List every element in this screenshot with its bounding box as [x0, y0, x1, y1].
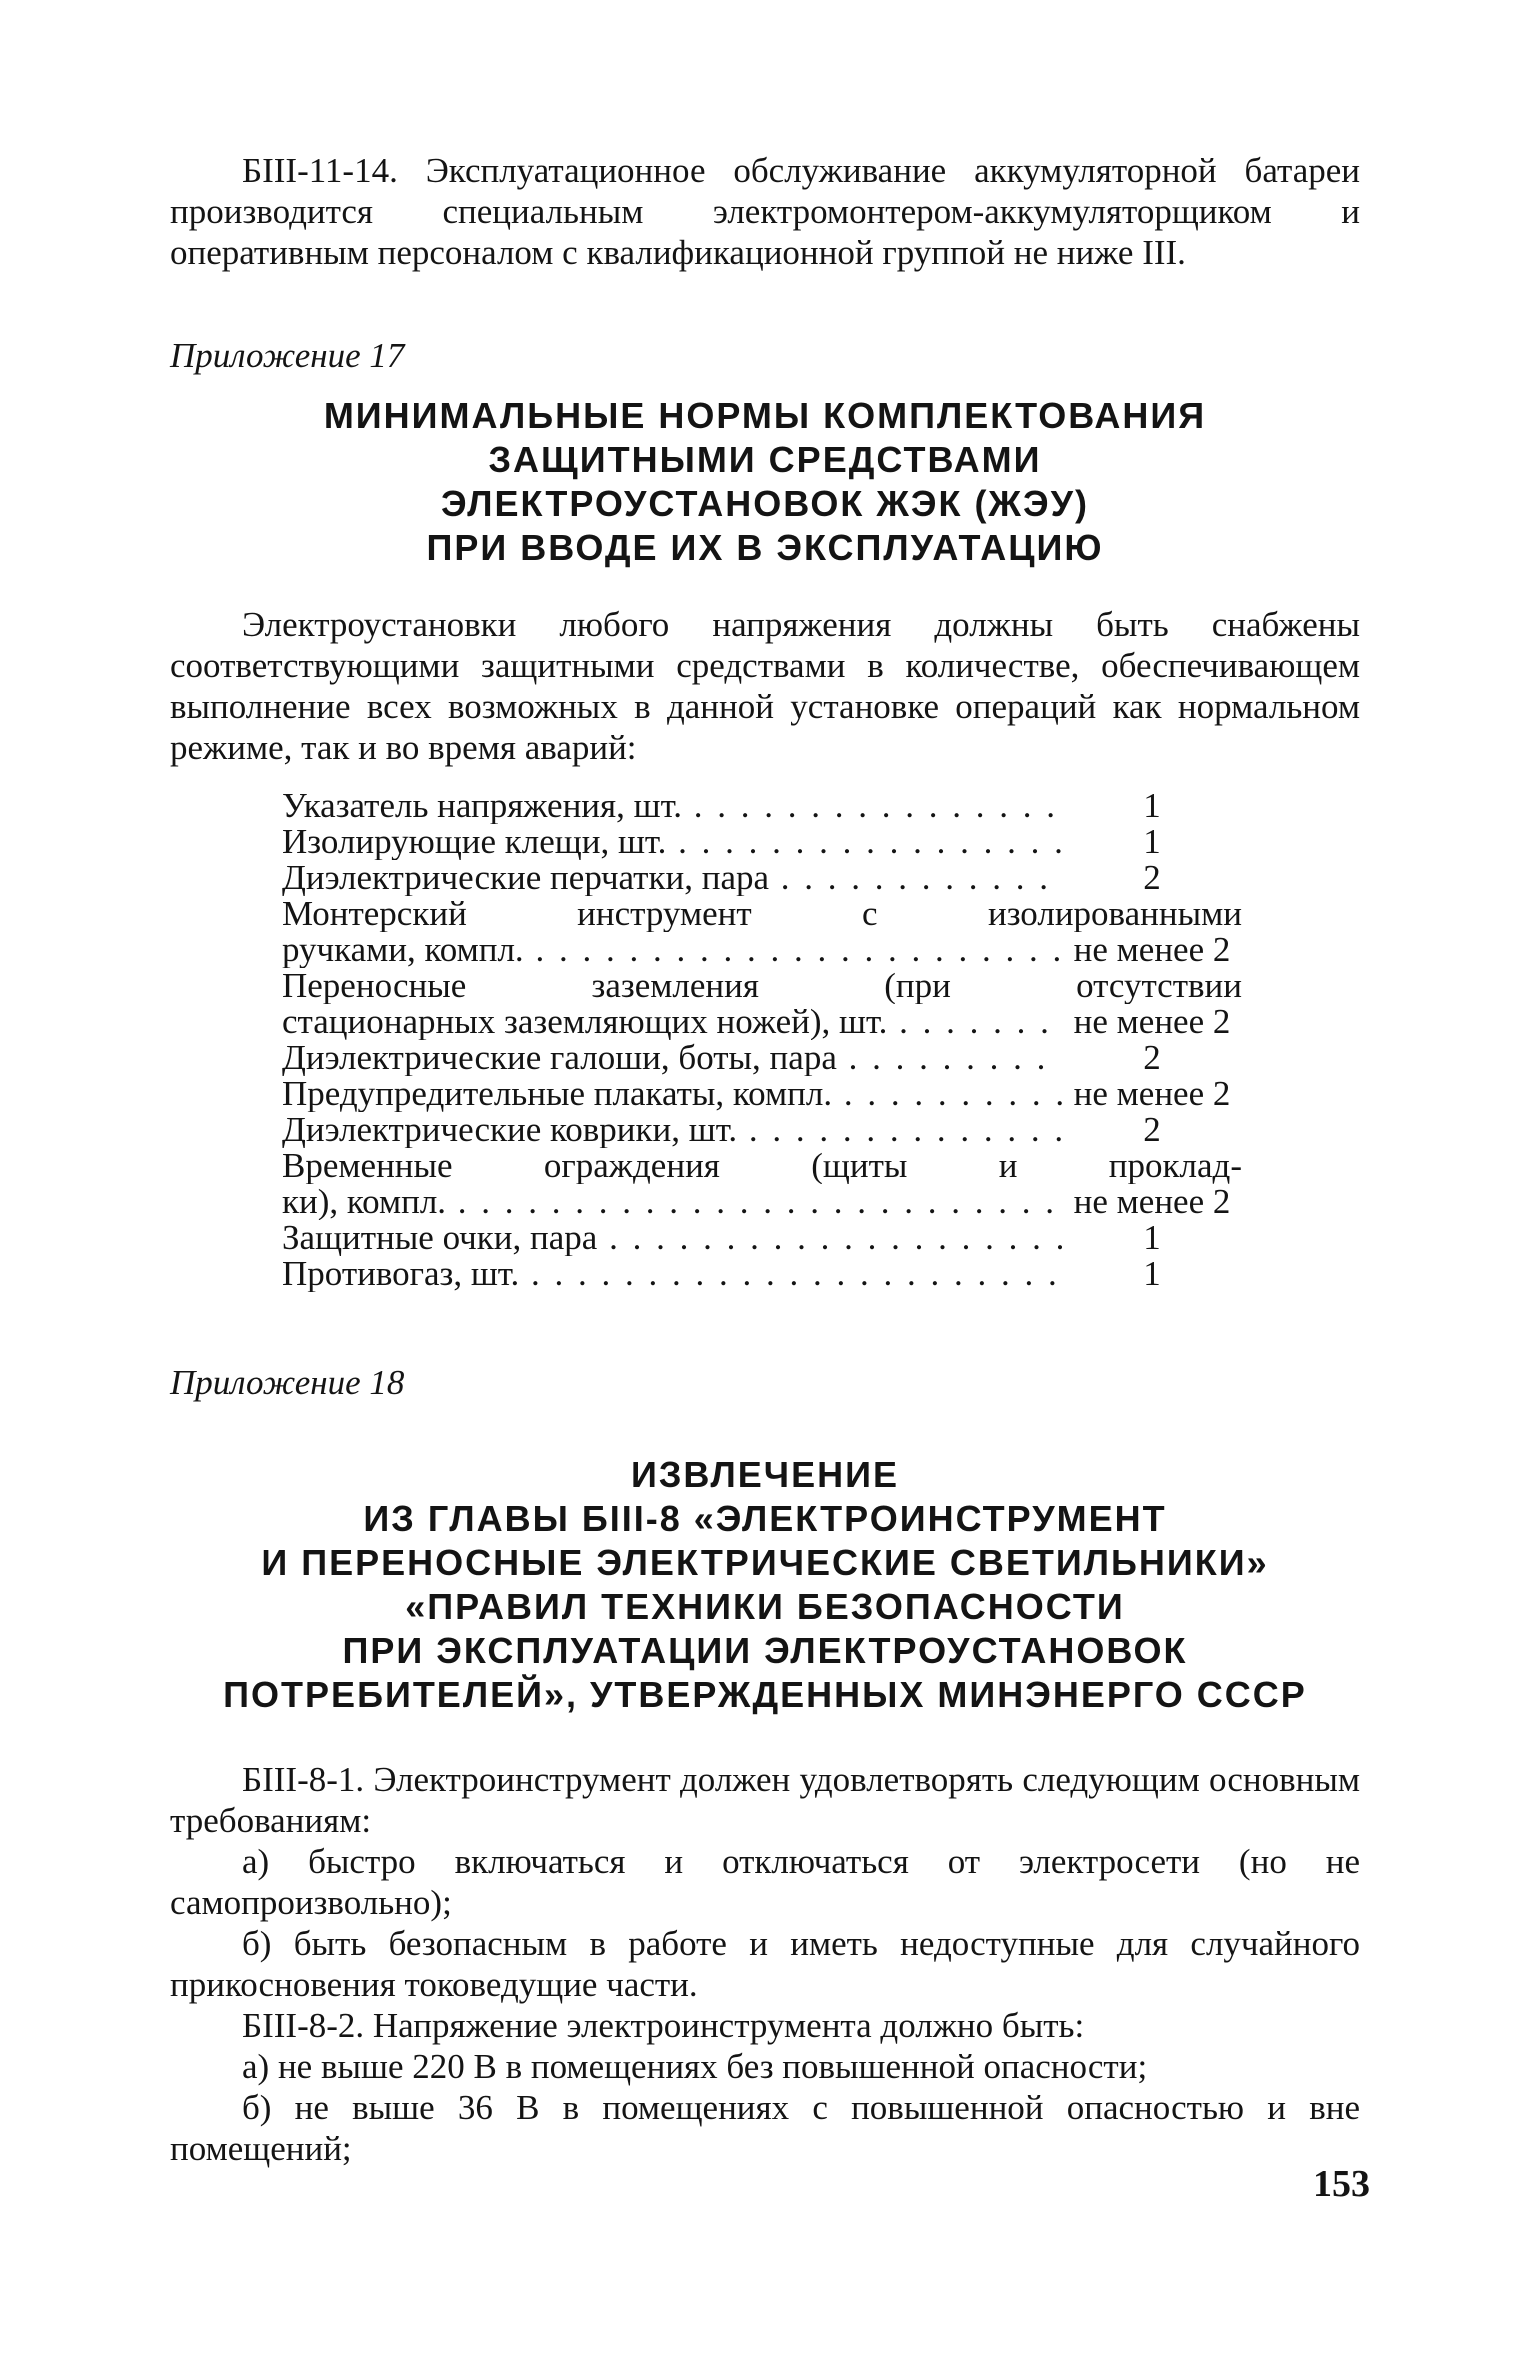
- list-item: [282, 788, 1242, 824]
- item-name: Изолирующие клещи, шт. . . .: [282, 824, 1062, 860]
- item-value: 1: [1143, 822, 1161, 861]
- appendix-17-title-line: ЗАЩИТНЫМИ СРЕДСТВАМИ: [488, 439, 1042, 480]
- list-item: [282, 824, 1242, 860]
- appendix-18-paragraph: а) не выше 220 В в помещениях без повышенной опасности;: [242, 2047, 1148, 2086]
- item-name-line1: Монтерский инструмент с изолированными: [282, 896, 1242, 932]
- item-name: Диэлектрические галоши, боты, пара . . .: [282, 1040, 1062, 1076]
- item-name: Указатель напряжения, шт. . . .: [282, 788, 1062, 824]
- item-name: Предупредительные плакаты, компл. . . .: [282, 1076, 1062, 1112]
- appendix-18-title: [170, 1453, 1360, 1717]
- list-item: [282, 932, 1242, 968]
- appendix-18-title-line: ПОТРЕБИТЕЛЕЙ», УТВЕРЖДЕННЫХ МИНЭНЕРГО СССР: [223, 1674, 1307, 1715]
- item-name: ручками, компл. . . .: [282, 932, 1062, 968]
- item-value: 1: [1143, 786, 1161, 825]
- appendix-18-paragraph: БIII-8-2. Напряжение электроинструмента должно быть:: [242, 2006, 1085, 2045]
- item-name: Диэлектрические перчатки, пара . . .: [282, 860, 1062, 896]
- list-item: [282, 860, 1242, 896]
- page-number: 153: [1313, 2163, 1370, 2205]
- appendix-17-title-line: ПРИ ВВОДЕ ИХ В ЭКСПЛУАТАЦИЮ: [426, 527, 1104, 568]
- item-name: ки), компл. . . .: [282, 1184, 1062, 1220]
- item-value: не менее 2: [1073, 1002, 1231, 1041]
- list-item: [282, 1040, 1242, 1076]
- protective-equipment-list: [282, 788, 1242, 1292]
- item-name: Защитные очки, пара . . .: [282, 1220, 1062, 1256]
- appendix-18-title-line: ИЗ ГЛАВЫ БIII-8 «ЭЛЕКТРОИНСТРУМЕНТ: [363, 1498, 1167, 1539]
- item-value: 2: [1143, 858, 1161, 897]
- appendix-18-title-line: «ПРАВИЛ ТЕХНИКИ БЕЗОПАСНОСТИ: [405, 1586, 1125, 1627]
- top-paragraph: БIII-11-14. Эксплуатационное обслуживание аккумуляторной батареи производится специальным электромонтером-аккумуляторщиком и оперативным персоналом с квалификационной группой не ниже III.: [170, 151, 1360, 272]
- appendix-17-label: Приложение 17: [170, 336, 405, 375]
- item-value: не менее 2: [1073, 930, 1231, 969]
- item-name: стационарных заземляющих ножей), шт. . . .: [282, 1004, 1062, 1040]
- list-item: [282, 1004, 1242, 1040]
- appendix-17-title: [170, 394, 1360, 570]
- appendix-17-title-line: МИНИМАЛЬНЫЕ НОРМЫ КОМПЛЕКТОВАНИЯ: [323, 395, 1207, 436]
- item-name: Диэлектрические коврики, шт. . . .: [282, 1112, 1062, 1148]
- list-item: [282, 1184, 1242, 1220]
- list-item: [282, 1220, 1242, 1256]
- list-item-line1: [282, 968, 1242, 1004]
- list-item-line1: [282, 896, 1242, 932]
- appendix-18-title-line: ИЗВЛЕЧЕНИЕ: [631, 1454, 899, 1495]
- item-name-line1: Временные ограждения (щиты и проклад-: [282, 1148, 1242, 1184]
- appendix-18-label: Приложение 18: [170, 1363, 405, 1402]
- item-value: 2: [1143, 1110, 1161, 1149]
- item-name: Противогаз, шт. . . .: [282, 1256, 1062, 1292]
- item-name-line1: Переносные заземления (при отсутствии: [282, 968, 1242, 1004]
- appendix-18-paragraph: б) быть безопасным в работе и иметь недоступные для случайного прикосновения токоведущие части.: [170, 1924, 1360, 2004]
- list-item: [282, 1112, 1242, 1148]
- list-item-line1: [282, 1148, 1242, 1184]
- page-content: [170, 150, 1360, 2169]
- appendix-18-paragraph: а) быстро включаться и отключаться от электросети (но не самопроизвольно);: [170, 1842, 1360, 1922]
- item-value: 2: [1143, 1038, 1161, 1077]
- item-value: не менее 2: [1073, 1182, 1231, 1221]
- appendix-18-paragraph: б) не выше 36 В в помещениях с повышенной опасностью и вне помещений;: [170, 2088, 1360, 2168]
- item-value: 1: [1143, 1218, 1161, 1257]
- appendix-18-paragraph: БIII-8-1. Электроинструмент должен удовлетворять следующим основным требованиям:: [170, 1760, 1360, 1840]
- appendix-17-title-line: ЭЛЕКТРОУСТАНОВОК ЖЭК (ЖЭУ): [441, 483, 1089, 524]
- appendix-18-title-line: ПРИ ЭКСПЛУАТАЦИИ ЭЛЕКТРОУСТАНОВОК: [342, 1630, 1188, 1671]
- item-value: 1: [1143, 1254, 1161, 1293]
- appendix-18-title-line: И ПЕРЕНОСНЫЕ ЭЛЕКТРИЧЕСКИЕ СВЕТИЛЬНИКИ»: [261, 1542, 1269, 1583]
- list-item: [282, 1076, 1242, 1112]
- list-item: [282, 1256, 1242, 1292]
- item-value: не менее 2: [1073, 1074, 1231, 1113]
- appendix-17-intro: Электроустановки любого напряжения должны быть снабжены соответствующими защитными средствами в количестве, обеспечивающем выполнение всех возможных в данной установке операций как нормальном режиме, так и во время аварий:: [170, 605, 1360, 767]
